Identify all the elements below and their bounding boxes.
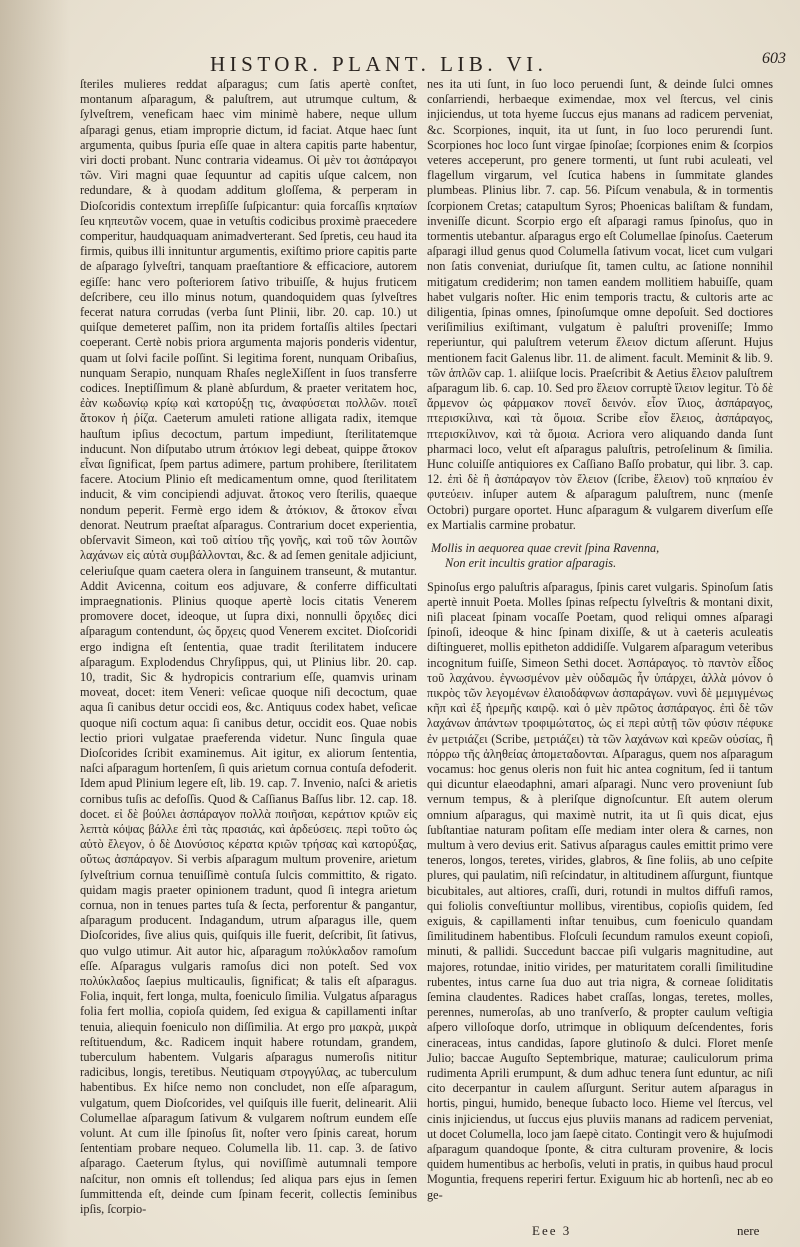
right-column-paragraph: nes ita uti ſunt, in ſuo loco peruendi ſunt, & deinde ſulci omnes conſarriendi, herbaeque eximendae, mox vel ſtercus, vel cinis injiciendus, ut tota hyeme ſuccus ejus manans ad radicem perveniat, &c. Scorpiones, inquit, ita ut ſunt, in ſuo loco perurendi ſunt. Scorpiones hoc loco ſunt virgae ſpinoſae; ſcorpiones enim & ſcorpios veteres acceperunt, pro genere tormenti, ut ſunt rubi aculeati, vel flagellum virgarum, vel ſcutica habens in ſummitate glandes plumbeas. Plinius libr. 7. cap. 56. Piſcum venabula, & in tormentis ſcorpionem Cretas; catapultum Syros; Phoenicas baliſtam & fundam, inveniſſe dicunt. Scorpio ergo eſt aſparagi ramus ſpinoſus, quo in tormentis utebantur. aſparagus ergo eſt Columellae ſpinoſus. Caeterum aſparagi illud genus quod Columella ſativum vocat, licet cum vulgari non ſatis conveniat, duriuſque ſit, tamen cultu, ac ſatione nonnihil mitigatum crediderim; non tamen eandem mollitiem habuiſſe, quam habet vulgaris noſter. Hic enim temporis tractu, & cultoris arte ac diligentia, ſpinas omnes, ſpinoſumque omne depoſuit. Sed doctiores veriſimilius exiſtimant, vulgatum è paluſtri proveniſſe; Immo reperiuntur, qui paluſtrem veterum ἕλειον dictum aſſerunt. Hujus mentionem facit Galenus libr. 11. de aliment. facult. Meminit & lib. 9. τῶν ἁπλῶν cap. 1. aliiſque locis. Praeſcribit & Aetius ἕλειον paluſtrem aſparagum lib. 6. cap. 10. Sed pro ἕλειον corruptè ἴλειον legitur. Τὸ δὲ ἄρμενον ὡς φάρμακον πονεῖ δεινόν. εἶον ἴλιος, ἀσπάραγος, πτερισκίλινα, καὶ τὰ ὅμοια. Scribe εἶον ἕλειος, ἀσπάραγος, πτερισκίλινον, καὶ τὰ ὅμοια. Acriora vero aliquando danda ſunt pharmaci loco, velut eſt aſparagus paluſtris, petroſelinum & ſimilia. Hunc coluiſſe antiquiores ex Caſſiano Baſſo probatur, qui libr. 3. cap. 12. ἐπὶ δὲ ἢ ἀσπάραγον τὸν ἕλειον (ſcribe, ἕλειον) τοῦ κηπαίου ἐν φυτεύειν. inſuper autem & aſparagum paluſtrem, nunc (menſe Octobri) purgare oportet. Hunc aſparagum & vulgarem diverſum eſſe ex Martialis carmine probatur.	[427, 77, 773, 532]
left-column	[80, 77, 417, 1217]
right-column-paragraph: Spinoſus ergo paluſtris aſparagus, ſpinis caret vulgaris. Spinoſum ſatis apertè innuit Poeta. Molles ſpinas reſpectu ſylveſtris & montani dixit, niſi placeat ſpinam vocaſſe Poetam, quod reliqui omnes aſparagi ſpinoſi, ideoque & hinc ſpinam dixiſſe, & ut à caeteris aculeatis diſtingueret, mollis epitheton addidiſſe. Vulgarem aſparagum veteribus incognitum fuiſſe, Simeon Sethi docet. Ἀσπάραγος. τὸ παντὸν εἶδος τοῦ λαχάνου. ἐγνωσμένον μὲν οὐδαμῶς ἦν ὑπάρχει, ἀλλὰ μόνον ὁ πικρὸς τῶν λεγομένων ἐλαιοδάφνων ἀσπαράγων. νυνὶ δὲ μεμιγμένως κῆπ καὶ ἐξ ἠρεμῆς καιρῷ. καὶ ὁ μὲν πρῶτος ἀσπάραγος. ἐπὶ δὲ τῶν λαχάνων ἀπάντων τροφιμώτατος, ὡς εἰ περὶ αὐτῇ τῶν φύσιν πέφυκε ἐν μετριάζει (Scribe, μετριάζει) τὰ τῶν λαχάνων καὶ κρεῶν οὐσίας, ἢ πόρρω τῆς ἀληθείας ἀπομεταδονται. Aſparagus, quem nos aſparagum vocamus: hoc genus oleris non fuit hic antea cognitum, ſed ii tantum qui dicuntur elaeodaphni, amari aſparagi. Nunc vero proveniunt ſub vernum tempus, & à pleriſque dignoſcuntur. Eſt autem olerum omnium aſparagus, qui maximè nutrit, ita ut ſi quis dicat, ejus ſubſtantiae naturam poſitam eſſe mediam inter olera & carnes, non multum à vero devius erit. Sativus aſparagus caules emittit primo vere teneros, longos, teretes, virides, glabros, & ſine foliis, ab uno ceſpite plures, qui paulatim, niſi reſcindatur, in altitudinem aſſurgunt, fiuntque bicubitales, aut altiores, craſſi, duri, rotundi in multos diffuſi ramos, qui foliolis conveſtiuntur mollibus, virentibus, copioſis quidem, ſed exiguis, & capillamenti inſtar tenuibus, cum foeniculo quandam ſimilitudinem habentibus. Floſculi ſecundum ramulos exeunt copioſi, minuti, & pallidi. Succedunt baccae piſi vulgaris magnitudine, aut majores, rotundae, initio virides, per maturitatem coralli ſimilitudine rubentes, intus carne ſua duo aut tria nigra, & corneae ſoliditatis ſemina claudentes. Radices habet craſſas, longas, teretes, molles, perennes, numeroſas, ab uno tranſverſo, & propter caulum veſtigia aſpero villoſoque dorſo, utrimque in obliquum deſcendentes, foris cineraceas, intus candidas, ſapore glutinoſo & dulci. Floret menſe Julio; baccae Auguſto Septembrique, maturae; cauliculorum prima rudimenta Aprili erumpunt, & dum adhuc tenera ſunt eduntur, ac niſi cito decerpantur in caulem aſſurgunt. Seritur autem aſparagus in hortis, pingui, humido, beneque ſubacto loco. Hieme vel ſtercus, vel cinis injiciendus, ut ſuccus ejus pluviis manans ad radicem perveniat, ut docet Columella, loco jam ſaepè citato. Contingit vero & hujuſmodi aſparagum quandoque ſponte, & citra culturam provenire, & locis quidem humentibus ac herboſis, veluti in pratis, in quibus haud procul Moguntia, frequens reperiri fertur. Exiguum hic ab hortenſi, nec ab eo ge-	[427, 579, 773, 1202]
verse-line-2: Non erit incultis gratior aſparagis.	[445, 556, 617, 571]
signature-mark: Eee 3	[532, 1223, 572, 1238]
gutter-shadow	[0, 0, 70, 1247]
page-footer	[0, 1223, 800, 1243]
right-column	[427, 77, 773, 1203]
running-title: HISTOR. PLANT. LIB. VI.	[210, 52, 548, 76]
page-number: 603	[762, 50, 786, 67]
martial-verse	[427, 541, 773, 571]
page-header	[0, 52, 800, 78]
catchword: nere	[737, 1223, 760, 1238]
left-column-paragraph: ſteriles mulieres reddat aſparagus; cum ſatis apertè conſtet, montanum aſparagum, & paluſtrem, aut utrumque cultum, & ſylveſtrem, veneficam haec vim minimè habere, neque ullum aſparagi genus, etiam improprie dictum, id faciat. Atque haec ſunt argumenta, quibus ſpuria eſſe quae in altera capitis parte habentur, viri docti probant. Nunc contraria videamus. Οἱ μὲν τοι ἀσπάραγοι τῶν. Viri magni quae ſequuntur ad capitis uſque calcem, non redundare, & à quodam additum gloſſema, & perperam in Dioſcoridis contextum irrepſiſſe ſuſpicantur: quia forcaſſis κηπαίων ſeu κηπευτῶν vocem, quae in vetuſtis codicibus proximè praecedere comperitur, haudquaquam animadverterant. Sed ſpretis, ceu haud ita firmis, quibus illi innituntur argumentis, exiſtimo priore capitis parte de aſparago ſylveſtri, tanquam praeſtantiore & efficaciore, autorem egiſſe: hanc vero poſteriorem ſativo tribuiſſe, & hujus fruticem deſcribere, ceu illo minus notum, quandoquidem quas ſylveſtres fecerat natura corrudas (verba ſunt Plinii, libr. 20. cap. 10.) ut quiſque demeteret paſſim, non ita pridem fortaſſis altiles ſpectari coeperant. Certè nobis priora argumenta majoris ponderis videntur, quam ut ſolvi facile poſſint. Si legitima forent, nunquam Oribaſius, nunquam Serapio, nunquam Rhaſes negleXiſſent in ſuos transferre codices. Ineptiſſimum & planè abſurdum, & praeter veritatem hoc, ἐὰν κωδωνίῳ κρίῳ καὶ κατορύξῃ τις, ἀναφύσεται πολλῶν. ποιεῖ ἄτοκον ἡ ῥίζα. Caeterum amuleti ratione alligata radix, itemque hauſtum ipſius decoctum, partum impediunt, ſterilitatemque inducunt. Non diſputabo utrum ἀτόκιον legi debeat, quippe ἄτοκον εἶναι ſignificat, ſpem partus adimere, partum prohibere, ſterilitatem facere. Atocium Plinio eſt medicamentum omne, quod ſterilitatem inducit, & vim concipiendi adjuvat. ἄτοκος vero ſterilis, quaeque nondum peperit. Fermè ergo idem & ἀτόκιον, & ἄτοκον εἶναι denorat. Neutrum praeſtat aſparagus. Contrarium docet experientia, obſervavit Simeon, καὶ τοῦ αἰτίου τῆς γονῆς, καὶ τοῦ τῶν λοιπῶν λαχάνων εἰς αὐτὰ συμβάλλονται, &c. & ad ſemen genitale adjiciunt, celeriuſque quam caetera olera in ſanguinem transeunt, & mutantur. Addit Avicenna, coitum eos adjuvare, & conferre difficultati impraegnationis. Plinius quoque apertè locis citatis Venerem promovere docet, ideoque, ut ſupra dixi, nonnulli ὄρχιδες dici aſparagum contendunt, ὡς ὄρχεις quod Venerem excitet. Dioſcoridi ergo indigna eſt ſententia, quae tradit ſterilitatem inducere aſparagum. Explodendus Chryſippus, qui, ut Plinius libr. 20. cap. 10, tradit, Sic & hydropicis contrarium eſſe, quamvis urinam moveat, docet: item Veneri: veſicae quoque niſi decoctum, quae aqua ſi canibus detur occidi eos, &c. Antiquus codex habet, veſicae quoque niſi coctum aqua: ſi canibus detur, occidit eos. Quae nobis lectio priori vulgatae praeferenda videtur. Nunc ſingula quae Dioſcorides ſcribit examinemus. Ait igitur, ex aliorum ſententia, naſci aſparagum hortenſem, ſi quis arietum cornua contuſa defoderit. Idem apud Plinium legere eſt, lib. 19. cap. 7. Invenio, naſci & arietis cornibus tuſis ac defoſſis. Quod & Caſſianus Baſſus libr. 12. cap. 18. docet. εἰ δὲ βούλει ἀσπάραγον πολλὰ ποιῆσαι, κεράτιον κριῶν εἰς λεπτὰ κόψας βάλλε ἐπὶ τὰς πρασιάς, καὶ ἀρδεύσεις. περὶ τοῦτο ὡς αὐτὸ ἔλεγον, ὁ δὲ Διονύσιος κέρατα κριῶν τρήσας καὶ κατορύξας, οὕτως ἀσπάραγον. Si verbis aſparagum multum provenire, arietum ſylveſtrium cornua tenuiſſimè contuſa ſulcis committito, & rigato. quidam magis praeter opinionem tradunt, quod ſi integra arietum cornua, non in tenues partes tuſa & ſecta, perforentur & pangantur, aſparagum producent. Indagandum, utrum aſparagus ille, quem Dioſcorides, ſive alius quis, quiſquis ille fuerit, deſcribit, ſit ſativus, quo vulgo utimur. Ait autor hic, aſparagum πολύκλαδον ramoſum eſſe. Aſparagus vulgaris ramoſus dici non poteſt. Sed vox πολύκλαδος ſaepius multicaulis, ſignificat; & talis eſt aſparagus. Folia, inquit, fert longa, multa, foeniculo ſimilia. Vulgatus aſparagus folia fert mollia, copioſa quidem, ſed exigua & capillamenti inſtar tenuia, aliequin foeniculo non diſſimilia. At ergo pro μακρὰ, μικρὰ reſtituendum, &c. Radicem inquit habere rotundam, grandem, tuberculum habentem. Vulgaris aſparagus numeroſis nititur radicibus, longis, teretibus. Neutiquam στρογγύλας, ac tuberculum habentibus. Ex hiſce nemo non concludet, non eſſe aſparagum, vulgatum, quem Dioſcorides, vel quiſquis ille fuerit, delinearit. Alii Columellae aſparagum ſativum & vulgarem noſtrum eundem eſſe volunt. At cum ille ſpinoſus ſit, noſter vero ſpinis careat, horum ſententiam probare nequeo. Columella lib. 11. cap. 3. de ſativo aſparago. Caeterum ſtylus, qui noviſſimè autumnali tempore naſcitur, non omnis eſt tollendus; ſed aliqua pars ejus in ſemen ſummittenda eſt, deinde cum ſpinam fecerit, collectis ſeminibus ipſis, ſcorpio-	[80, 77, 417, 1217]
verse-line-1: Mollis in aequorea quae crevit ſpina Ravenna,	[431, 541, 660, 556]
